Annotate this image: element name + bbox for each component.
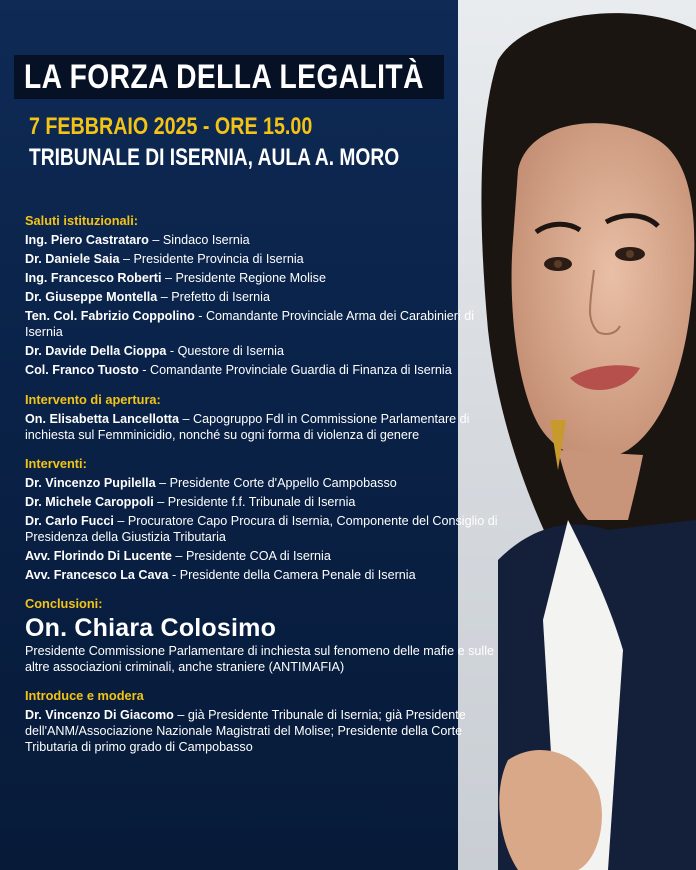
entry-role: – Prefetto di Isernia — [157, 290, 270, 304]
entry-name: Dr. Vincenzo Di Giacomo — [25, 708, 174, 722]
entry-role: – Capogruppo FdI in Commissione Parlamentare di inchiesta sul Femminicidio, nonché su ogni forma di violenza di genere — [25, 412, 470, 442]
entry-name: Col. Franco Tuosto — [25, 363, 139, 377]
entry-name: Dr. Vincenzo Pupilella — [25, 476, 156, 490]
entry-role: - Questore di Isernia — [166, 344, 284, 358]
program-entry — [25, 548, 505, 564]
program-entry — [25, 270, 505, 286]
entry-role: – Procuratore Capo Procura di Isernia, Componente del Consiglio di Presidenza della Giustizia Tributaria — [25, 514, 498, 544]
program-entry — [25, 251, 505, 267]
entry-name: Ten. Col. Fabrizio Coppolino — [25, 309, 195, 323]
program — [25, 213, 505, 758]
entry-name: Dr. Daniele Saia — [25, 252, 120, 266]
event-date-time: 7 FEBBRAIO 2025 - ORE 15.00 — [29, 113, 313, 140]
entry-role: – Presidente Corte d'Appello Campobasso — [155, 476, 397, 490]
entry-name: Avv. Francesco La Cava — [25, 568, 169, 582]
section-title-interventi: Interventi: — [25, 456, 87, 471]
entry-role: – Presidente f.f. Tribunale di Isernia — [153, 495, 356, 509]
entry-name: Avv. Florindo Di Lucente — [25, 549, 172, 563]
keynote-speaker-name: On. Chiara Colosimo — [25, 614, 277, 642]
entry-name: Dr. Davide Della Cioppa — [25, 344, 167, 358]
section-title-conclusioni: Conclusioni: — [25, 596, 103, 611]
entry-role: - Comandante Provinciale Guardia di Finanza di Isernia — [138, 363, 452, 377]
program-entry — [25, 475, 505, 491]
entry-name: Ing. Piero Castrataro — [25, 233, 149, 247]
entry-role: – Presidente Provincia di Isernia — [119, 252, 304, 266]
keynote-speaker-description: Presidente Commissione Parlamentare di inchiesta sul fenomeno delle mafie e sulle altre associazioni criminali, anche straniere (ANTIMAFIA) — [25, 644, 495, 674]
program-entry — [25, 308, 505, 340]
entry-name: Dr. Carlo Fucci — [25, 514, 114, 528]
program-entry — [25, 707, 505, 755]
entry-name: Dr. Giuseppe Montella — [25, 290, 158, 304]
section-title-saluti: Saluti istituzionali: — [25, 213, 139, 228]
entry-role: - Comandante Provinciale Arma dei Carabinieri di Isernia — [25, 309, 475, 339]
entry-role: – Sindaco Isernia — [148, 233, 250, 247]
section-title-modera: Introduce e modera — [25, 688, 144, 703]
entry-name: Dr. Michele Caroppoli — [25, 495, 154, 509]
program-entry — [25, 513, 505, 545]
section-title-apertura: Intervento di apertura: — [25, 392, 161, 407]
event-title: LA FORZA DELLA LEGALITÀ — [24, 58, 424, 96]
entry-name: On. Elisabetta Lancellotta — [25, 412, 179, 426]
program-entry — [25, 411, 505, 443]
program-entry — [25, 343, 505, 359]
entry-role: – Presidente COA di Isernia — [171, 549, 331, 563]
program-entry — [25, 362, 505, 378]
event-venue: TRIBUNALE DI ISERNIA, AULA A. MORO — [29, 144, 400, 171]
entry-role: – Presidente Regione Molise — [161, 271, 326, 285]
entry-name: Ing. Francesco Roberti — [25, 271, 162, 285]
entry-role: - Presidente della Camera Penale di Isernia — [168, 568, 416, 582]
entry-role: – già Presidente Tribunale di Isernia; già Presidente dell'ANM/Associazione Nazionale Magistrati del Molise; Presidente della Corte Tributaria di primo grado di Campobasso — [25, 708, 466, 754]
program-entry — [25, 232, 505, 248]
program-entry — [25, 494, 505, 510]
program-entry — [25, 289, 505, 305]
program-entry — [25, 567, 505, 583]
